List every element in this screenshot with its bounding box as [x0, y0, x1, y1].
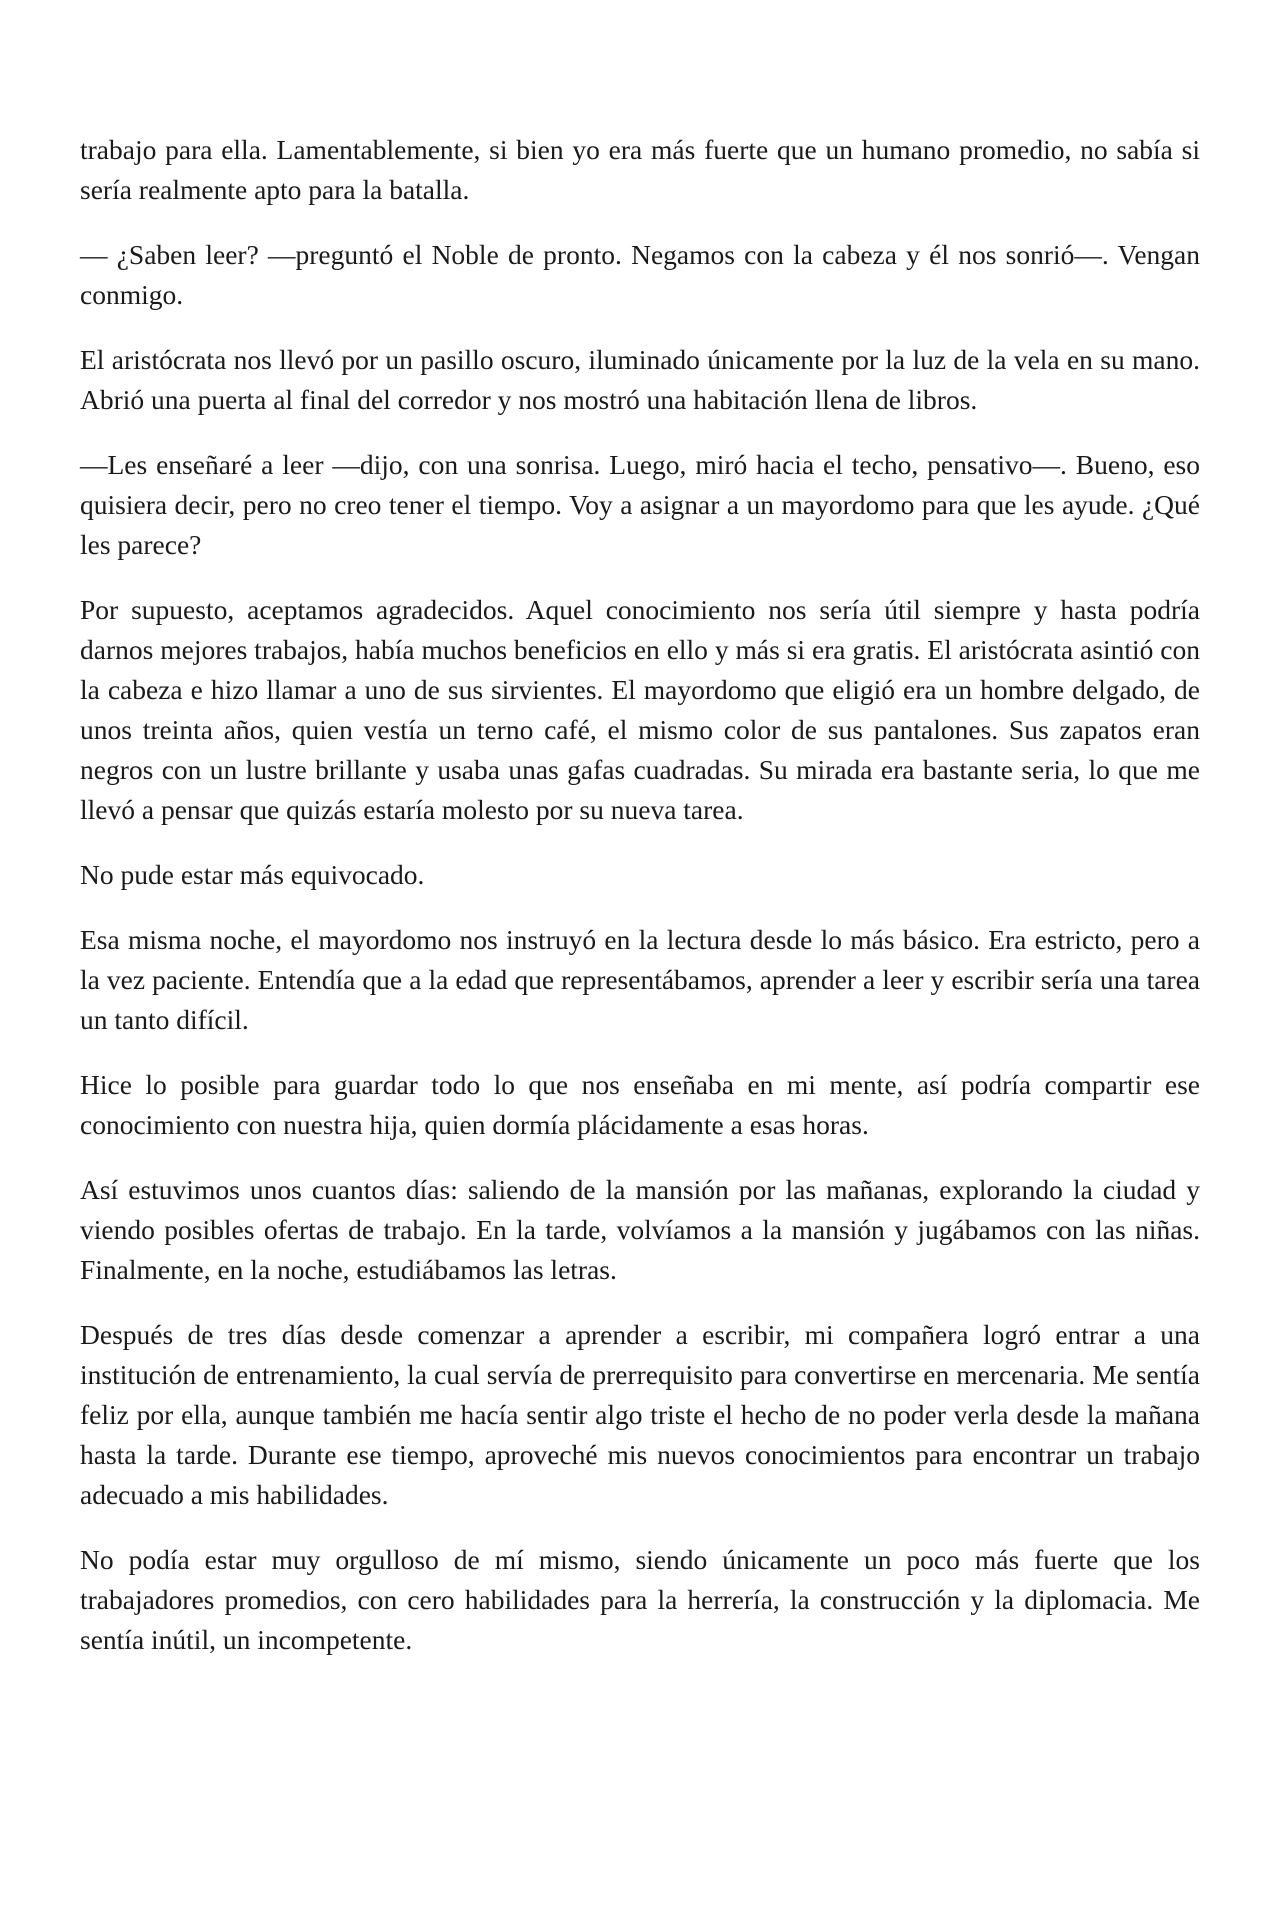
paragraph: Así estuvimos unos cuantos días: saliendo de la mansión por las mañanas, explorando la ciudad y viendo posibles ofertas de trabajo. En la tarde, volvíamos a la mansión y jugábamos con las niñas. Finalmente, en la noche, estudiábamos las letras. — [80, 1174, 1200, 1285]
paragraph: El aristócrata nos llevó por un pasillo oscuro, iluminado únicamente por la luz de la vela en su mano. Abrió una puerta al final del corredor y nos mostró una habitación llena de libros. — [80, 344, 1200, 415]
paragraph: Por supuesto, aceptamos agradecidos. Aquel conocimiento nos sería útil siempre y hasta podría darnos mejores trabajos, había muchos beneficios en ello y más si era gratis. El aristócrata asintió con la cabeza e hizo llamar a uno de sus sirvientes. El mayordomo que eligió era un hombre delgado, de unos treinta años, quien vestía un terno café, el mismo color de sus pantalones. Sus zapatos eran negros con un lustre brillante y usaba unas gafas cuadradas. Su mirada era bastante seria, lo que me llevó a pensar que quizás estaría molesto por su nueva tarea. — [80, 594, 1200, 825]
paragraph: Esa misma noche, el mayordomo nos instruyó en la lectura desde lo más básico. Era estricto, pero a la vez paciente. Entendía que a la edad que representábamos, aprender a leer y escribir sería una tarea un tanto difícil. — [80, 924, 1200, 1035]
document-page — [80, 130, 1200, 1685]
paragraph: No podía estar muy orgulloso de mí mismo, siendo únicamente un poco más fuerte que los trabajadores promedios, con cero habilidades para la herrería, la construcción y la diplomacia. Me sentía inútil, un incompetente. — [80, 1544, 1200, 1655]
paragraph: trabajo para ella. Lamentablemente, si bien yo era más fuerte que un humano promedio, no sabía si sería realmente apto para la batalla. — [80, 134, 1200, 205]
paragraph: —Les enseñaré a leer —dijo, con una sonrisa. Luego, miró hacia el techo, pensativo—. Bueno, eso quisiera decir, pero no creo tener el tiempo. Voy a asignar a un mayordomo para que les ayude. ¿Qué les parece? — [80, 449, 1200, 560]
paragraph: — ¿Saben leer? —preguntó el Noble de pronto. Negamos con la cabeza y él nos sonrió—. Vengan conmigo. — [80, 239, 1200, 310]
paragraph: Hice lo posible para guardar todo lo que nos enseñaba en mi mente, así podría compartir ese conocimiento con nuestra hija, quien dormía plácidamente a esas horas. — [80, 1069, 1200, 1140]
paragraph: No pude estar más equivocado. — [80, 859, 425, 890]
paragraph: Después de tres días desde comenzar a aprender a escribir, mi compañera logró entrar a una institución de entrenamiento, la cual servía de prerrequisito para convertirse en mercenaria. Me sentía feliz por ella, aunque también me hacía sentir algo triste el hecho de no poder verla desde la mañana hasta la tarde. Durante ese tiempo, aproveché mis nuevos conocimientos para encontrar un trabajo adecuado a mis habilidades. — [80, 1319, 1200, 1510]
